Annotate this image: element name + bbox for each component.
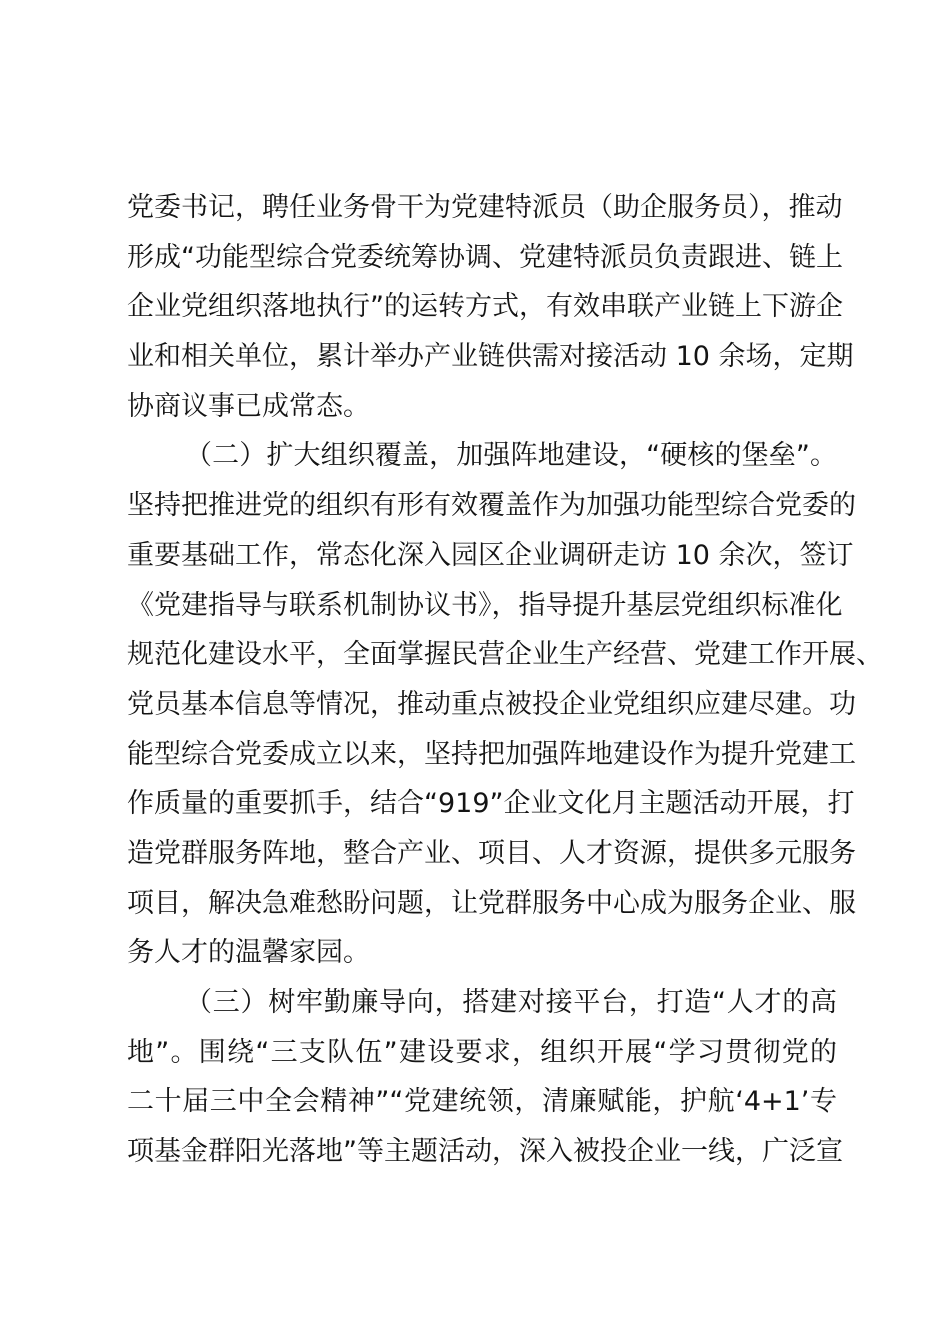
text-line: 能型综合党委成立以来，坚持把加强阵地建设作为提升党建工: [127, 738, 856, 770]
text-line: 造党群服务阵地，整合产业、项目、人才资源，提供多元服务: [127, 837, 856, 869]
text-line: 规范化建设水平，全面掌握民营企业生产经营、党建工作开展、: [127, 639, 883, 671]
text-line: 协商议事已成常态。: [127, 390, 370, 422]
text-line: 作质量的重要抓手，结合“919”企业文化月主题活动开展，打: [127, 788, 855, 820]
text-line: 项目，解决急难愁盼问题，让党群服务中心成为服务企业、服: [127, 887, 856, 919]
text-line: 二十届三中全会精神”“党建统领，清廉赋能，护航‘4+1’专: [127, 1086, 837, 1118]
text-line: 地”。围绕“三支队伍”建设要求，组织开展“学习贯彻党的: [127, 1036, 837, 1068]
text-line: 党员基本信息等情况，推动重点被投企业党组织应建尽建。功: [127, 688, 856, 720]
section-heading: （三）树牢勤廉导向，搭建对接平台，打造“人才的高: [185, 987, 837, 1018]
text-line: 形成“功能型综合党委统筹协调、党建特派员负责跟进、链上: [127, 241, 843, 273]
section-heading: （二）扩大组织覆盖，加强阵地建设，“硬核的堡垒”。: [185, 440, 837, 472]
text-line: 项基金群阳光落地”等主题活动，深入被投企业一线，广泛宣: [127, 1136, 843, 1168]
body-text: [127, 183, 883, 1177]
text-line: 重要基础工作，常态化深入园区企业调研走访 10 余次，签订: [127, 539, 854, 571]
text-line: 务人才的温馨家园。: [127, 937, 370, 969]
text-line: 坚持把推进党的组织有形有效覆盖作为加强功能型综合党委的: [127, 490, 856, 522]
text-line: 《党建指导与联系机制协议书》，指导提升基层党组织标准化: [127, 589, 843, 621]
text-line: 业和相关单位，累计举办产业链供需对接活动 10 余场，定期: [127, 341, 854, 373]
text-line: 党委书记，聘任业务骨干为党建特派员（助企服务员），推动: [127, 192, 843, 223]
text-line: 企业党组织落地执行”的运转方式，有效串联产业链上下游企: [127, 291, 843, 323]
